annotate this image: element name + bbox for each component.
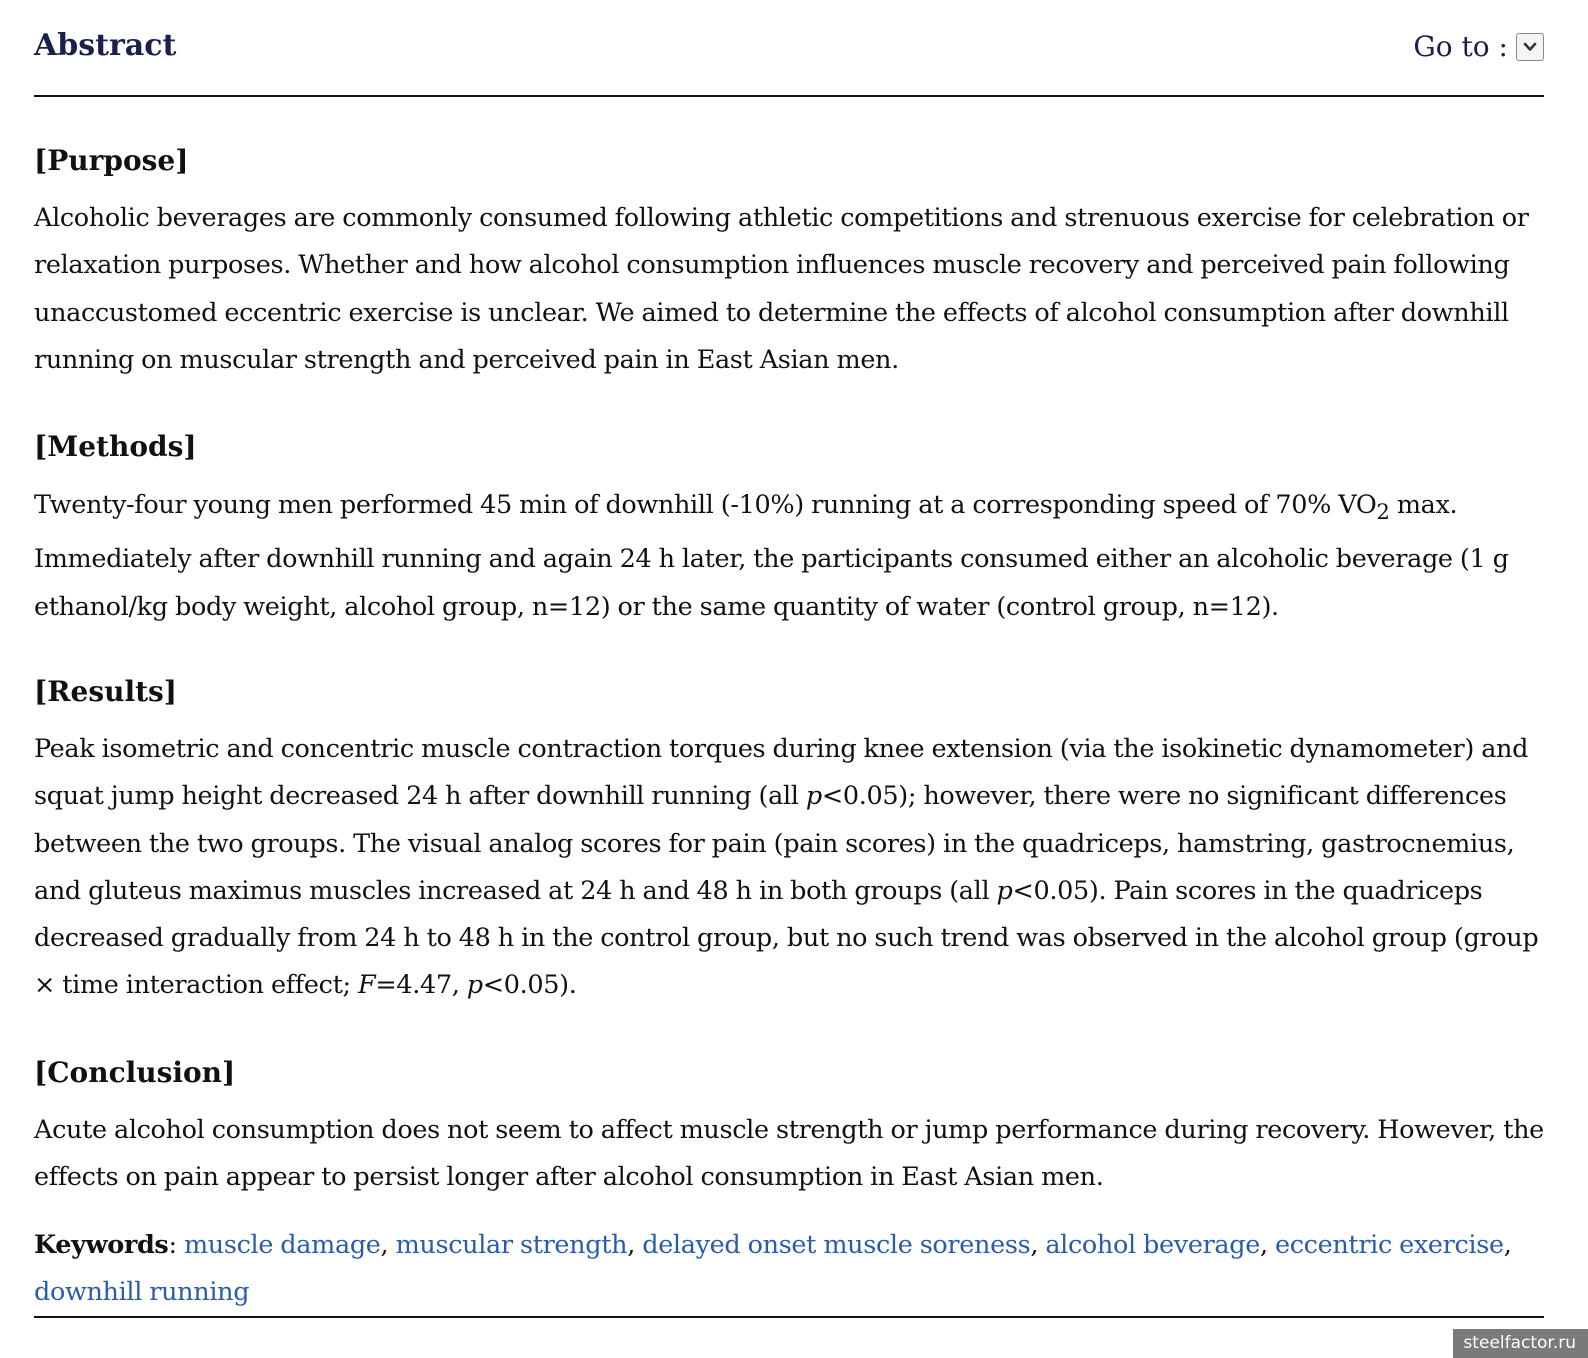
keyword-separator: , [380,1230,396,1260]
keywords-list [34,1230,1511,1307]
methods-subscript: 2 [1376,500,1390,526]
keyword-link[interactable]: delayed onset muscle soreness [642,1230,1031,1260]
results-text-part-3: <0.05). Pain scores in the quadriceps decreased gradually from 24 h to 48 h in the control group, but no such trend was observed in the alcohol group (group × time interaction effect; [34,875,1539,1001]
results-heading: [Results] [34,675,178,708]
abstract-page [34,0,1544,1308]
chevron-down-icon [1523,42,1537,52]
methods-text-part-2: max. Immediately after downhill running and again 24 h later, the participants consumed either an alcoholic beverage (1 g ethanol/kg body weight, alcohol group, n=12) or the same quantity of water (control group, n=12). [34,490,1509,622]
keywords-label: Keywords [34,1230,169,1260]
keywords-colon: : [168,1230,184,1260]
methods-text-part-1: Twenty-four young men performed 45 min of downhill (-10%) running at a corresponding speed of 70% VO [34,490,1377,520]
results-text-part-5: <0.05). [482,970,577,1001]
keyword-link[interactable]: muscular strength [395,1230,628,1260]
keyword-link[interactable]: alcohol beverage [1045,1230,1260,1260]
results-text-part-4: =4.47, [375,970,467,1001]
methods-heading: [Methods] [34,430,197,463]
conclusion-heading: [Conclusion] [34,1056,236,1089]
results-f-symbol: F [357,970,376,1001]
results-p-symbol-2: p [996,875,1013,906]
goto-label: Go to : [1413,30,1508,63]
keyword-separator: , [1259,1230,1275,1260]
goto-menu[interactable] [1413,30,1544,63]
keyword-link[interactable]: eccentric exercise [1275,1230,1504,1260]
goto-dropdown-button[interactable] [1516,33,1544,61]
bottom-divider [34,1316,1544,1318]
results-p-symbol-1: p [805,781,822,812]
results-p-symbol-3: p [466,970,483,1001]
purpose-heading: [Purpose] [34,144,189,177]
conclusion-text: Acute alcohol consumption does not seem to affect muscle strength or jump performance during recovery. However, the effects on pain appear to persist longer after alcohol consumption in East Asian men. [34,1115,1544,1193]
results-text-part-2: <0.05); however, there were no significant differences between the two groups. The visual analog scores for pain (pain scores) in the quadriceps, hamstring, gastrocnemius, and gluteus maximus muscles increased at 24 h and 48 h in both groups (all [34,781,1515,906]
keyword-separator: , [627,1230,643,1260]
keyword-link[interactable]: downhill running [34,1277,250,1308]
keyword-separator: , [1030,1230,1046,1260]
page-title: Abstract [34,28,177,63]
methods-text [34,482,1554,631]
abstract-header [34,0,1544,97]
results-text-part-1: Peak isometric and concentric muscle contraction torques during knee extension (via the isokinetic dynamometer) and squat jump height decreased 24 h after downhill running (all [34,734,1529,812]
keyword-link[interactable]: muscle damage [183,1230,381,1260]
results-text [34,726,1554,1010]
purpose-text: Alcoholic beverages are commonly consumed following athletic competitions and strenuous exercise for celebration or relaxation purposes. Whether and how alcohol consumption influences muscle recovery and perceived pain following unaccustomed eccentric exercise is unclear. We aimed to determine the effects of alcohol consumption after downhill running on muscular strength and perceived pain in East Asian men. [34,203,1529,375]
watermark: steelfactor.ru [1453,1329,1588,1358]
keyword-separator: , [1503,1230,1512,1260]
keywords [34,1222,1534,1317]
